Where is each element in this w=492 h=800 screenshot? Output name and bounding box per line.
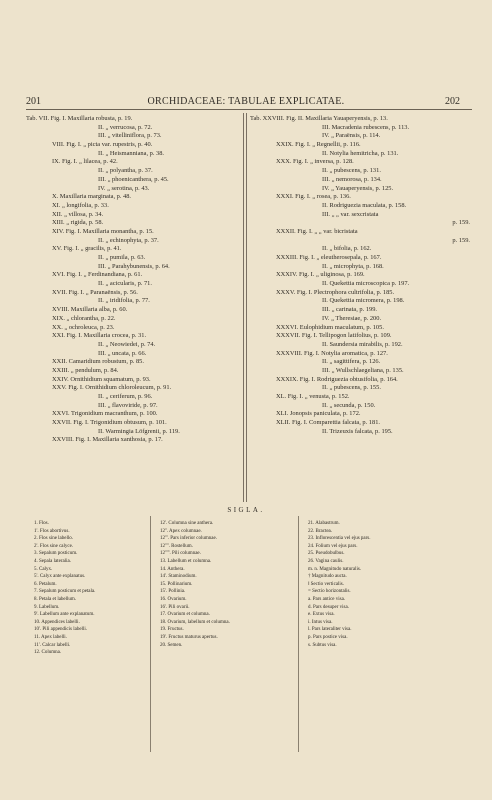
sigla-column-3 [308,520,458,649]
plate-entry: III. „ Parahybunensis, p. 64. [98,262,170,270]
sigla-heading: SIGLA. [227,506,265,514]
plate-entry: II. „ verrucosa, p. 72. [98,123,153,131]
sigla-column-2 [160,520,290,649]
plate-entry: XIX. „ chlorantha, p. 22. [52,314,116,322]
page-title: ORCHIDACEAE: TABULAE EXPLICATAE. [147,96,345,107]
plate-entry: III. „ flavoviride, p. 97. [98,401,158,409]
plates-column-left [26,115,240,445]
sigla-entry: 5. Calyx. [34,566,53,572]
sigla-entry: 2. Flos sine labello. [34,536,74,542]
plate-entry: III. „ carinata, p. 199. [322,306,378,314]
sigla-entry: 11'. Calcar labelli. [34,642,71,648]
plate-entry: XIII. „ rigida, p. 58. [52,219,104,227]
plate-entry: XIV. Fig. I. Maxillaria monantha, p. 15. [52,227,154,235]
sigla-entry: † Magnitudo aucta. [308,574,347,580]
plate-entry: III. Macradenia rubescens, p. 113. [322,123,410,131]
plate-entry: III. „ nemorosa, p. 134. [322,175,382,183]
plate-entry: II. „ echinophyta, p. 37. [98,236,159,244]
sigla-entry: = Sectio horizontalis. [308,589,351,595]
plate-entry: II. Quekettia microscopica p. 197. [322,280,410,288]
plate-entry: IV. „ Theresiae, p. 200. [322,314,382,322]
plate-entry: XII. „ villosa, p. 34. [52,210,104,218]
sigla-entry: 1'. Flos abortivus. [34,528,70,534]
plate-entry: III. „ Wullschlaegeliana, p. 135. [322,366,404,374]
sigla-entry: 14. Anthera. [160,566,185,572]
sigla-entry: 19'. Fructus maturus apertus. [160,634,218,640]
plate-entry: IV. „ serotina, p. 43. [98,184,150,192]
plate-entry: XXXVI. Eulophidium maculatum, p. 105. [276,323,384,331]
plate-entry: XXXVII. Fig. I. Tellipogon latifolius, p. 109. [276,332,392,340]
plate-entry: II. „ pumila, p. 63. [98,254,146,261]
sigla-entry: 24. Folium vel ejus pars. [308,543,358,549]
sigla-entry: 16. Ovarium. [160,596,187,602]
plate-entry: XXXI. Fig. I. „ rosea, p. 136. [276,193,351,201]
plate-entry: XXIX. Fig. I. „ Regnellii, p. 116. [276,141,361,149]
plate-entry: p. 159. [452,236,470,244]
plate-entry: II. „ secunda, p. 150. [322,401,376,409]
plate-entry: XXVIII. Fig. I. Maxillaria xanthosia, p. 17. [52,436,163,444]
sigla-entry: m. n. Magnitudo naturalis. [308,566,362,572]
sigla-entry: 26. Vagina caulis. [308,558,344,564]
sigla-entry: 12'''''. Pili columnae. [160,551,201,557]
sigla-entry: 12. Columna. [34,650,62,656]
plate-entry: XXIII. „ pendulum, p. 84. [52,366,119,374]
sigla-entry: 12''. Apex columnae. [160,528,202,534]
plate-entry: II. Saundersia mirabilis, p. 192. [322,340,403,348]
sigla-divider [298,516,299,752]
sigla-entry: i. Intus visa. [308,619,333,625]
plate-entry: II. „ polyantha, p. 37. [98,167,153,175]
plate-entry: II. Quekettia micromera, p. 198. [322,297,405,305]
plate-entry: X. Maxillaria marginata, p. 48. [52,193,132,201]
sigla-entry: 5'. Calyx ante explanatus. [34,574,86,580]
sigla-entry: 8. Petala et labellum. [34,596,77,602]
column-divider-second [246,113,247,502]
sigla-entry: 12'. Columna sine anthera. [160,521,214,526]
plate-entry: VIII. Fig. I. „ picta var. rupestris, p. 40. [52,141,153,149]
plates-column-right [250,115,472,436]
plate-entry: IV. „ Yauaperyensis, p. 125. [322,184,394,192]
plate-entry: II. „ microphyta, p. 168. [322,262,384,270]
plate-entry: II. „ ceriferum, p. 96. [98,393,153,400]
plate-entry: III. „ vitelliniflora, p. 73. [98,132,162,140]
plate-entry: II. „ acicularis, p. 71. [98,280,152,288]
sigla-entry: 15'. Pollinia. [160,589,186,595]
plate-entry: Tab. VII. Fig. I. Maxillaria robusta, p. 19. [26,115,133,122]
plate-entry: II. „ Heismanniana, p. 38. [98,149,165,157]
sigla-entry: 9. Labellum. [34,604,60,610]
sigla-entry: ‖ Sectio verticalis. [308,581,344,587]
sigla-entry: 12'''. Pars inferior columnae. [160,536,217,542]
plate-entry: XVIII. Maxillaria alba, p. 60. [52,306,128,314]
plate-entry: XXI. Fig. I. Maxillaria crocea, p. 31. [52,332,147,340]
sigla-entry: a. Pars antice visa. [308,596,346,602]
plate-entry: XXXIII. Fig. I. „ eleutherosepala, p. 167. [276,254,382,261]
plate-entry: II. „ pubescens, p. 131. [322,167,381,175]
plate-entry: IX. Fig. I. „ lilacea, p. 42. [52,158,118,166]
sigla-entry: 22. Bractea. [308,528,333,534]
plate-entry: II. Trizeuxis falcata, p. 195. [322,427,393,435]
sigla-entry: 14'. Staminodium. [160,574,197,580]
plate-entry: II. Warmingia Löfgrenii, p. 119. [98,427,180,435]
plate-entry: XXXIV. Fig. I. „ uliginosa, p. 169. [276,271,365,279]
plate-entry: XXIV. Ornithidium squamatum, p. 93. [52,375,151,383]
plate-entry: XXVII. Fig. I. Trigonidium obtusum, p. 101. [52,419,167,427]
sigla-entry: p. Pars postice visa. [308,634,348,640]
sigla-entry: 20. Semen. [160,642,183,648]
sigla-entry: d. Pars desuper visa. [308,604,349,610]
page-number-left: 201 [26,96,41,107]
sigla-divider [150,516,151,752]
sigla-entry: 9'. Labellum ante explanatum. [34,612,95,618]
sigla-entry: 25. Pseudobulbus. [308,551,345,557]
sigla-entry: 1. Flos. [34,521,49,526]
sigla-entry: 7. Sepalum posticum et petala. [34,589,96,595]
plate-entry: XXXV. Fig. I. Plectrophora cultrifolia, p. 185. [276,288,395,296]
plate-entry: XVI. Fig. I. „ Ferdinandiana, p. 61. [52,271,143,279]
sigla-column-1 [34,520,144,657]
plate-entry: XXXII. Fig. I. „ „ var. bicristata [276,227,358,235]
plate-entry: II. Notylia hemitricha, p. 131. [322,149,399,157]
plate-entry: IV. „ Paraënsis, p. 114. [322,132,381,140]
plate-entry: XX. „ ochroleuca, p. 23. [52,323,115,331]
plate-entry: XXXIX. Fig. I. Rodriguezia obtusifolia, p. 164. [276,375,398,383]
plate-entry: XXX. Fig. I. „ inversa, p. 128. [276,158,354,166]
plate-entry: II. „ sagittifera, p. 126. [322,358,381,366]
sigla-entry: 12''''. Rostellum. [160,543,193,549]
plate-entry: II. „ Neowiedei, p. 74. [98,340,156,348]
plate-entry: III. „ phoenicanthera, p. 45. [98,175,169,183]
sigla-entry: 6. Petalum. [34,581,57,587]
plate-entry: XLI. Jonopsis paniculata, p. 172. [276,410,361,418]
plate-entry: III. „ uncata, p. 66. [98,349,147,357]
plate-entry: II. „ pubescens, p. 155. [322,384,381,392]
sigla-entry: 18. Ovarium, labellum et columna. [160,619,230,625]
sigla-entry: 3. Sepalum posticum. [34,551,78,557]
plate-entry: XLII. Fig. I. Comparettia falcata, p. 181. [276,419,380,427]
plate-entry: XXV. Fig. I. Ornithidium chloroleucum, p. 91. [52,384,172,392]
plate-entry: p. 159. [452,219,470,227]
sigla-entry: 21. Alabastrum. [308,521,340,526]
column-divider [243,113,244,502]
sigla-entry: 13. Labellum et columna. [160,558,212,564]
plate-entry: II. „ bifolia, p. 162. [322,245,372,253]
sigla-entry: 2'. Flos sine calyce. [34,543,74,549]
sigla-entry: 10. Appendices labelli. [34,619,80,625]
sigla-entry: l. Pars lateraliter visa. [308,627,352,633]
plate-entry: XXII. Camaridium robustum, p. 85. [52,358,144,366]
sigla-entry: 23. Inflorescentia vel ejus pars. [308,536,371,542]
sigla-entry: 4. Sepala lateralia. [34,558,71,564]
plate-entry: XL. Fig. I. „ venusta, p. 152. [276,393,350,400]
plate-entry: XXVI. Trigonidium macranthum, p. 100. [52,410,158,418]
sigla-entry: 10'. Pili appendicis labelli. [34,627,87,633]
plate-entry: XV. Fig. I. „ gracilis, p. 41. [52,245,122,253]
sigla-entry: 17. Ovarium et columna. [160,612,210,618]
sigla-entry: 16'. Pili ovarii. [160,604,190,610]
plate-entry: II. „ iridifolia, p. 77. [98,297,150,305]
sigla-entry: s. Subtus visa. [308,642,337,648]
plate-entry: III. „ „ var. sexcristata [322,210,379,218]
sigla-entry: 15. Pollinarium. [160,581,193,587]
plate-entry: II. Rodriguezia maculata, p. 158. [322,201,407,209]
plate-entry: XXXVIII. Fig. I. Notylia aromatica, p. 127. [276,349,388,357]
page-number-right: 202 [445,96,460,107]
sigla-entry: e. Extus visa. [308,612,335,618]
sigla-entry: 19. Fructus. [160,627,184,633]
plate-entry: XVII. Fig. I. „ Paranaënsis, p. 56. [52,288,138,296]
plate-entry: XI. „ longifolia, p. 33. [52,201,109,209]
plate-entry: Tab. XXVIII. Fig. II. Maxillaria Yauaperyensis, p. 13. [250,115,388,122]
header-rule [26,109,472,110]
sigla-entry: 11. Apex labelli. [34,634,67,640]
